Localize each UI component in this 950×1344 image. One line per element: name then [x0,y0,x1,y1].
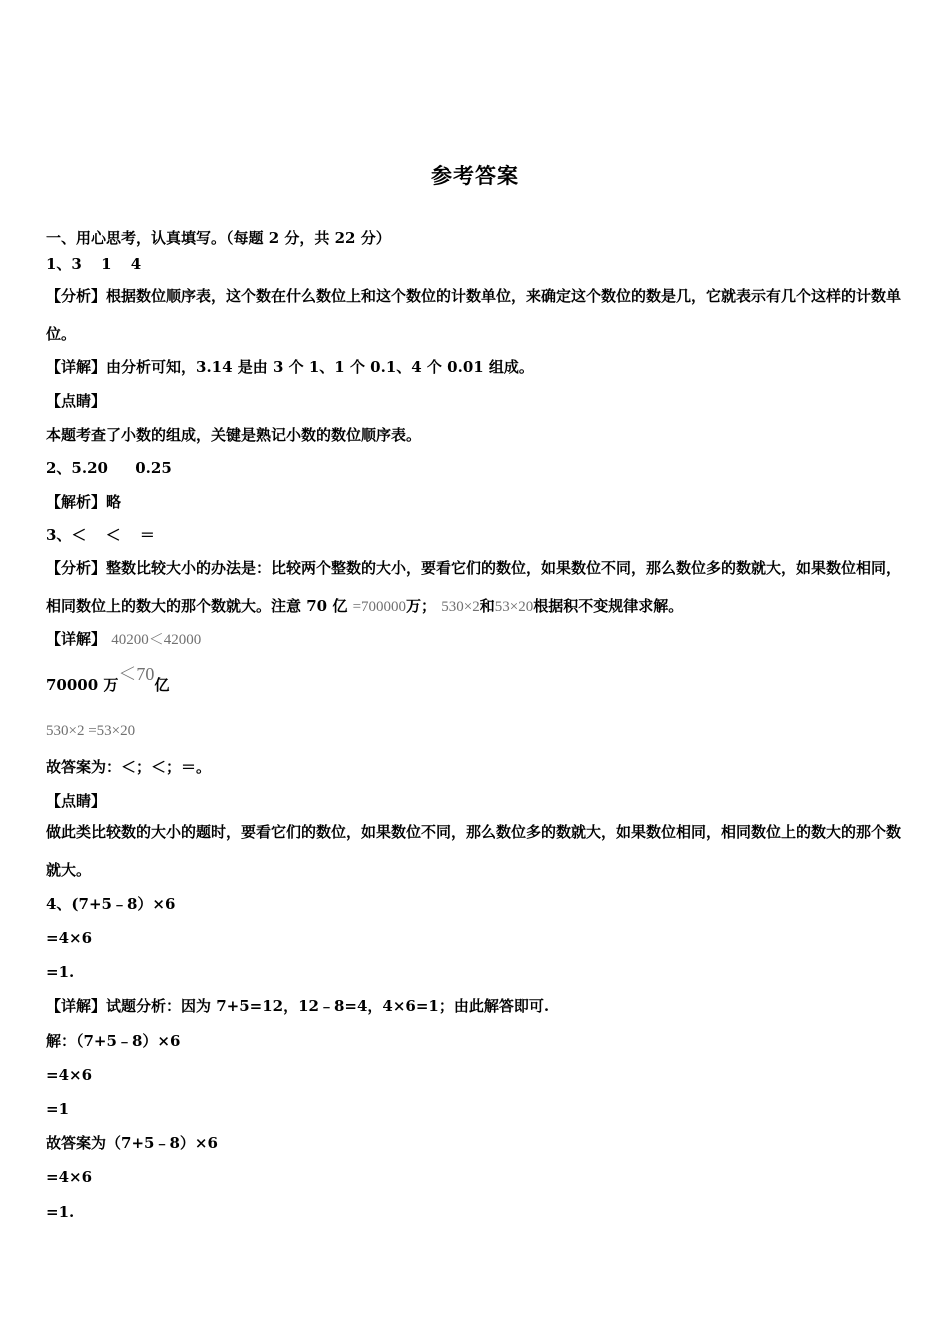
q1-analysis: 【分析】根据数位顺序表，这个数在什么数位上和这个数位的计数单位，来确定这个数位的数是几，它就表示有几个这样的计数单位。 [46,287,902,343]
q3-conclusion: 故答案为：＜；＜；＝。 [46,758,212,776]
q4-solve-step2: =1 [46,1100,70,1118]
q3-answer [46,525,155,545]
q2-answer [46,458,172,478]
q3-analysis [46,549,908,626]
q1-point-text: 本题考查了小数的组成，关键是熟记小数的数位顺序表。 [46,426,422,444]
q1-answer-b: 1 [101,255,112,273]
q4-conclusion-step2: =1. [46,1203,75,1221]
q4-solve-step1: =4×6 [46,1066,93,1084]
q3-math-53x20: 53×20 [494,599,534,615]
q3-math-700000: =700000 [352,599,407,615]
q3-point-text: 做此类比较数的大小的题时，要看它们的数位，如果数位不同，那么数位多的数就大，如果数位相同，相同数位上的数大的那个数就大。 [46,823,902,879]
q3-detail-math: 40200＜42000 [111,632,202,648]
q3-analysis-wan: 万； [406,597,437,615]
q2-answer-b: 0.25 [135,459,172,477]
q1-point-label: 【点睛】 [46,392,107,410]
q3-line2-a: 70000 万 [46,676,119,694]
q3-line2-math: ＜70 [118,664,155,684]
q1-answer-a: 1、3 [46,255,82,273]
q2-answer-a: 2、5.20 [46,459,108,477]
q3-analysis-text: 【分析】整数比较大小的办法是：比较两个整数的大小，要看它们的数位，如果数位不同，那么数位多的数就大，如果数位相同，相同数位上的数大的那个数就大。注意 70 亿 [46,559,902,615]
q4-solve: 解：（7+5﹣8）×6 [46,1032,181,1050]
q3-line3 [46,720,135,741]
q3-analysis-and: 和 [479,597,495,615]
q1-answer-c: 4 [130,255,142,273]
q3-math-530x2: 530×2 [441,599,480,615]
q3-detail-label: 【详解】 [46,630,107,648]
q4-detail: 【详解】试题分析：因为 7+5=12，12﹣8=4，4×6=1；由此解答即可. [46,997,550,1015]
q3-answer-a: 3、＜ [46,526,87,544]
q3-line2 [46,664,170,695]
q2-analysis: 【解析】略 [46,493,122,511]
q4-answer: 4、(7+5﹣8）×6 [46,895,176,913]
q4-conclusion: 故答案为（7+5﹣8）×6 [46,1134,218,1152]
q3-detail [46,629,201,650]
q1-answer [46,254,141,274]
section-heading: 一、用心思考，认真填写。（每题 2 分，共 22 分） [46,229,391,247]
q3-line2-b: 亿 [154,676,170,694]
q4-step1: =4×6 [46,929,93,947]
q3-line3-math: 530×2 =53×20 [46,723,136,739]
q3-answer-b: ＜ [105,526,121,544]
q4-conclusion-step1: =4×6 [46,1168,93,1186]
page-title: 参考答案 [431,164,519,188]
q3-point-label: 【点睛】 [46,792,107,810]
q4-step2: =1. [46,963,75,981]
q3-analysis-end: 根据积不变规律求解。 [533,597,684,615]
q3-answer-c: ＝ [139,526,155,544]
q1-detail: 【详解】由分析可知，3.14 是由 3 个 1、1 个 0.1、4 个 0.01 组成。 [46,358,534,376]
